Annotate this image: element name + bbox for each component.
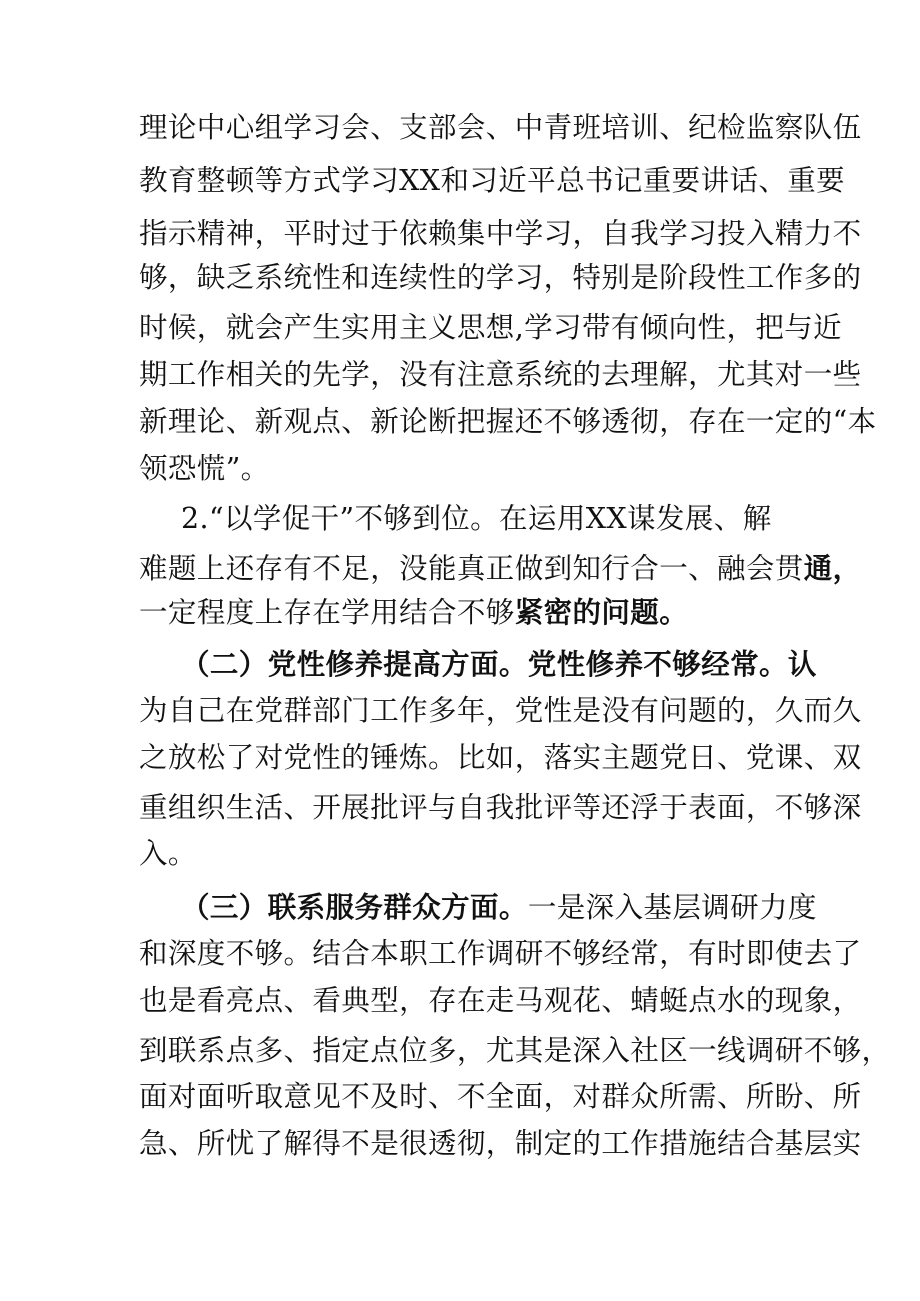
paragraph-line: 教育整顿等方式学习XX和习近平总书记重要讲话、重要 <box>139 164 846 197</box>
item-two-line <box>139 544 862 592</box>
item-two-line-text: 一定程度上存在学用结合不够 <box>139 596 515 629</box>
paragraph-line: 指示精神，平时过于依赖集中学习，自我学习投入精力不 <box>139 217 862 250</box>
item-two-line-bold: 通， <box>803 551 862 585</box>
paragraph-line: 期工作相关的先学，没有注意系统的去理解，尤其对一些 <box>139 358 862 391</box>
item-two-line <box>139 588 799 636</box>
paragraph-line: 够，缺乏系统性和连续性的学习，特别是阶段性工作多的 <box>139 261 862 294</box>
section-three-title: （三）联系服务群众方面。 <box>181 890 528 924</box>
paragraph-line: 领恐慌”。 <box>139 452 270 485</box>
section-three-line: 也是看亮点、看典型，存在走马观花、蜻蜓点水的现象， <box>139 984 862 1017</box>
item-two-line-bold: 紧密的问题。 <box>514 595 689 629</box>
item-two-line-text: 难题上还存有不足，没能真正做到知行合一、融会贯 <box>139 552 804 585</box>
section-three-lead: 一是深入基层调研力度 <box>527 891 817 924</box>
section-three-line: 到联系点多、指定点位多，尤其是深入社区一线调研不够， <box>139 1034 891 1067</box>
section-three-line: 面对面听取意见不及时、不全面，对群众所需、所盼、所 <box>139 1080 862 1113</box>
item-two-heading: 2.“以学促干”不够到位。在运用XX谋发展、解 <box>181 502 772 535</box>
paragraph-line: 时候，就会产生实用主义思想,学习带有倾向性，把与近 <box>139 311 843 344</box>
section-three-line: 和深度不够。结合本职工作调研不够经常，有时即使去了 <box>139 937 862 970</box>
section-two-line: 为自己在党群部门工作多年，党性是没有问题的，久而久 <box>139 694 862 727</box>
section-two-line: 入。 <box>139 837 197 870</box>
section-three-heading <box>181 883 817 931</box>
paragraph-line: 新理论、新观点、新论断把握还不够透彻，存在一定的“本 <box>139 405 877 438</box>
section-two-line: 重组织生活、开展批评与自我批评等还浮于表面，不够深 <box>139 791 862 824</box>
section-three-line: 急、所忧了解得不是很透彻，制定的工作措施结合基层实 <box>139 1127 862 1160</box>
paragraph-line: 理论中心组学习会、支部会、中青班培训、纪检监察队伍 <box>139 111 862 144</box>
section-two-line: 之放松了对党性的锤炼。比如，落实主题党日、党课、双 <box>139 741 862 774</box>
section-two-heading: （二）党性修养提高方面。党性修养不够经常。认 <box>181 647 817 681</box>
